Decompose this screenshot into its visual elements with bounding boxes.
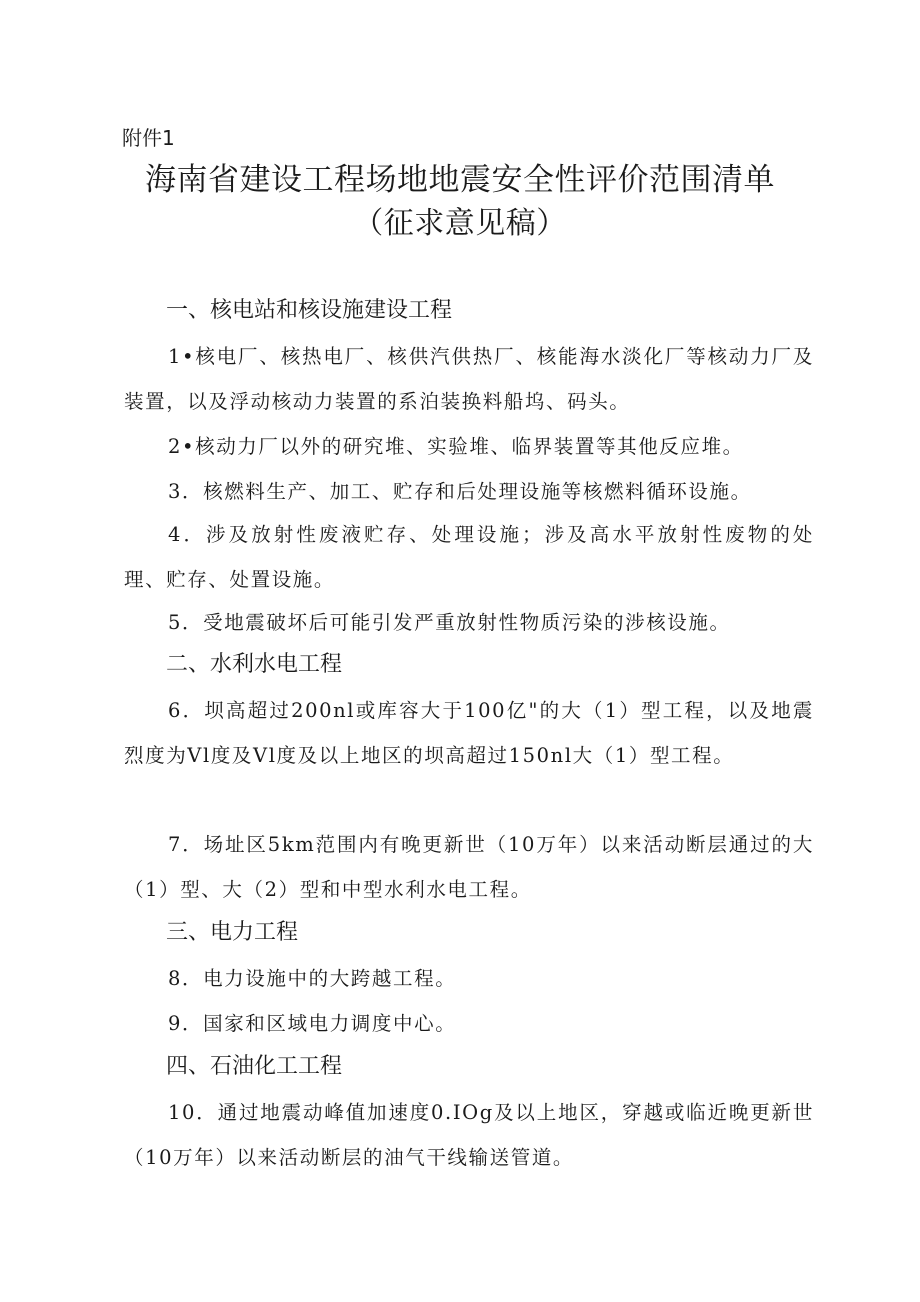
list-item-3: 3．核燃料生产、加工、贮存和后处理设施等核燃料循环设施。 [168,480,752,503]
list-item-2: 2•核动力厂以外的研究堆、实验堆、临界装置等其他反应堆。 [168,435,744,458]
list-item-7: 7．场址区5km范围内有晚更新世（10万年）以来活动断层通过的大（1）型、大（2）型和中型水利水电工程。 [124,833,814,901]
list-item-10: 10．通过地震动峰值加速度0.IOg及以上地区，穿越或临近晚更新世（10万年）以来活动断层的油气干线输送管道。 [124,1101,814,1169]
section-heading-hydro: 二、水利水电工程 [166,652,343,677]
section-heading-power: 三、电力工程 [166,920,299,945]
list-item-8: 8．电力设施中的大跨越工程。 [168,967,457,990]
section-heading-petrochemical: 四、石油化工工程 [166,1054,343,1079]
document-subtitle: （征求意见稿） [353,206,567,241]
attachment-label: 附件1 [122,126,175,150]
section-heading-nuclear: 一、核电站和核设施建设工程 [166,298,453,323]
list-item-4: 4．涉及放射性废液贮存、处理设施；涉及高水平放射性废物的处理、贮存、处置设施。 [124,523,814,591]
document-title: 海南省建设工程场地地震安全性评价范围清单 [145,162,775,198]
list-item-9: 9．国家和区域电力调度中心。 [168,1012,457,1035]
list-item-1: 1•核电厂、核热电厂、核供汽供热厂、核能海水淡化厂等核动力厂及装置，以及浮动核动力装置的系泊装换料船坞、码头。 [124,345,814,413]
list-item-5: 5．受地震破坏后可能引发严重放射性物质污染的涉核设施。 [168,611,731,634]
list-item-6: 6．坝高超过200nl或库容大于100亿"的大（1）型工程，以及地震烈度为Vl度及Vl度及以上地区的坝高超过150nl大（1）型工程。 [124,699,814,767]
